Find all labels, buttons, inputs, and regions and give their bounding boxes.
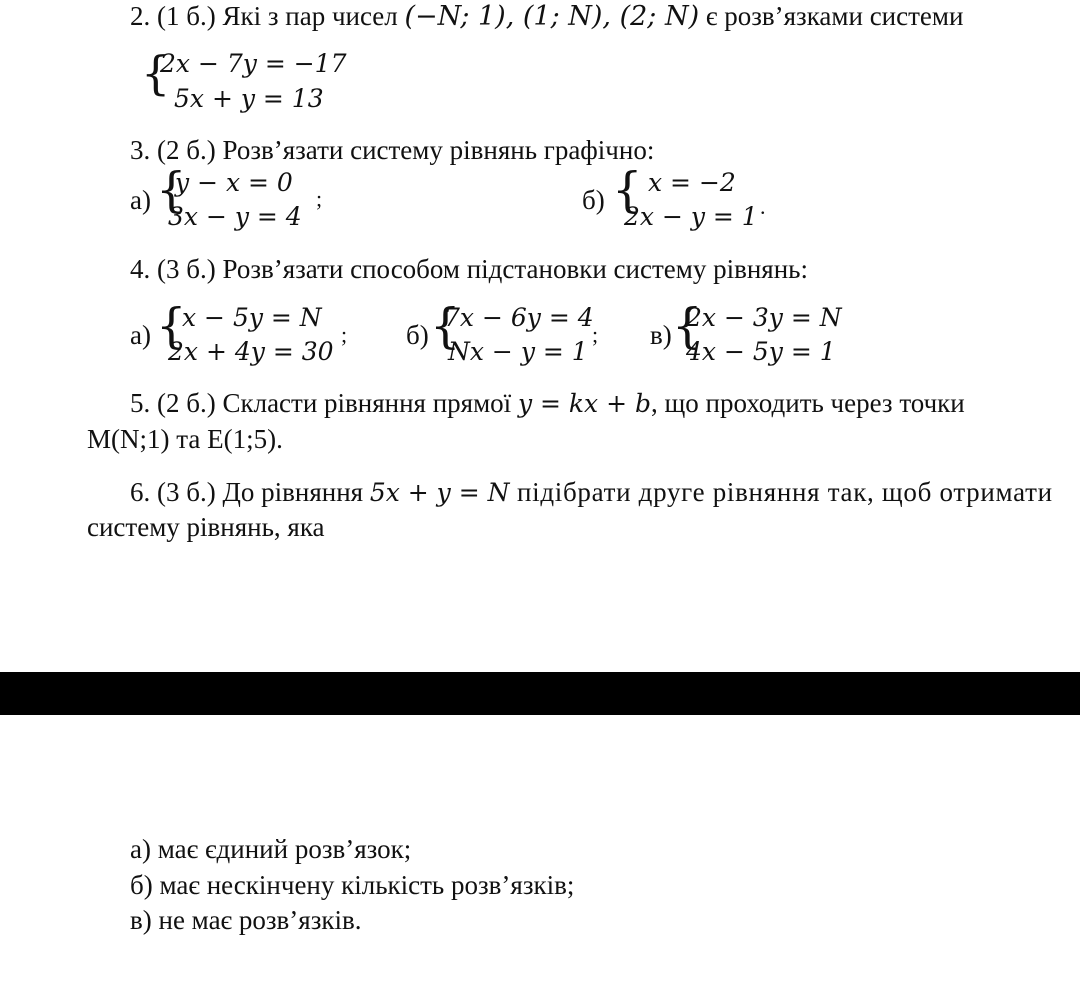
task4-a-label: а) bbox=[130, 320, 151, 350]
task4-a-punct: ; bbox=[341, 322, 348, 347]
task6-line2: систему рівнянь, яка bbox=[87, 512, 325, 542]
task6-formula: 5x + y = N bbox=[369, 478, 510, 507]
task3-b-label: б) bbox=[582, 185, 605, 215]
task3-a-eq2: 3x − y = 4 bbox=[168, 202, 302, 231]
task2-text-b: є розв’язками системи bbox=[699, 1, 964, 31]
task3-a-brace: { bbox=[156, 162, 187, 218]
task2-pairs: (−N; 1), (1; N), (2; N) bbox=[404, 1, 700, 32]
task4-c-eq1: 2x − 3y = N bbox=[686, 303, 842, 332]
task2-text-a: 2. (1 б.) Які з пар чисел bbox=[130, 1, 405, 31]
option-c: в) не має розв’язків. bbox=[130, 905, 362, 935]
task3-a-punct: ; bbox=[316, 186, 323, 211]
task2-eq1: 2x − 7y = −17 bbox=[160, 49, 347, 78]
task5-text-a: 5. (2 б.) Скласти рівняння прямої bbox=[130, 388, 518, 418]
task5-formula: y = kx + b bbox=[517, 389, 651, 418]
task5-text-b: , що проходить через точки bbox=[651, 388, 965, 418]
task3-b-brace: { bbox=[612, 162, 643, 218]
task4-b-eq1: 7x − 6y = 4 bbox=[444, 303, 594, 332]
task4-c-brace: { bbox=[672, 298, 703, 354]
task6-text-a: 6. (3 б.) До рівняння bbox=[130, 477, 370, 507]
task4-a-eq2: 2x + 4y = 30 bbox=[168, 337, 334, 366]
task6-text-b: підібрати друге рівняння так, щоб отримати bbox=[509, 477, 1053, 507]
task5-line2: M(N;1) та E(1;5). bbox=[87, 424, 283, 454]
task4-c-eq2: 4x − 5y = 1 bbox=[686, 337, 836, 366]
task6-line1 bbox=[130, 479, 1053, 506]
black-redaction-band bbox=[0, 672, 1080, 715]
task4-a-brace: { bbox=[156, 298, 187, 354]
task2-brace: { bbox=[141, 46, 171, 100]
task4-b-punct: ; bbox=[592, 322, 599, 347]
task3-a-label: а) bbox=[130, 185, 151, 215]
option-b: б) має нескінчену кількість розв’язків; bbox=[130, 870, 575, 900]
task3-b-punct: . bbox=[760, 194, 766, 219]
task3-a-eq1: y − x = 0 bbox=[175, 168, 293, 197]
task2-heading bbox=[130, 3, 963, 30]
task4-c-label: в) bbox=[650, 320, 672, 350]
task5-line1 bbox=[130, 390, 965, 417]
task3-heading: 3. (2 б.) Розв’язати систему рівнянь графічно: bbox=[130, 135, 655, 165]
option-a: а) має єдиний розв’язок; bbox=[130, 834, 412, 864]
task4-a-eq1: x − 5y = N bbox=[182, 303, 322, 332]
task3-b-eq2: 2x − y = 1 bbox=[624, 202, 758, 231]
task4-heading: 4. (3 б.) Розв’язати способом підстановки систему рівнянь: bbox=[130, 254, 808, 284]
task4-b-label: б) bbox=[406, 320, 429, 350]
task2-eq2: 5x + y = 13 bbox=[174, 84, 324, 113]
task4-b-eq2: Nx − y = 1 bbox=[448, 337, 588, 366]
task3-b-eq1: x = −2 bbox=[648, 168, 736, 197]
task4-b-brace: { bbox=[430, 298, 461, 354]
